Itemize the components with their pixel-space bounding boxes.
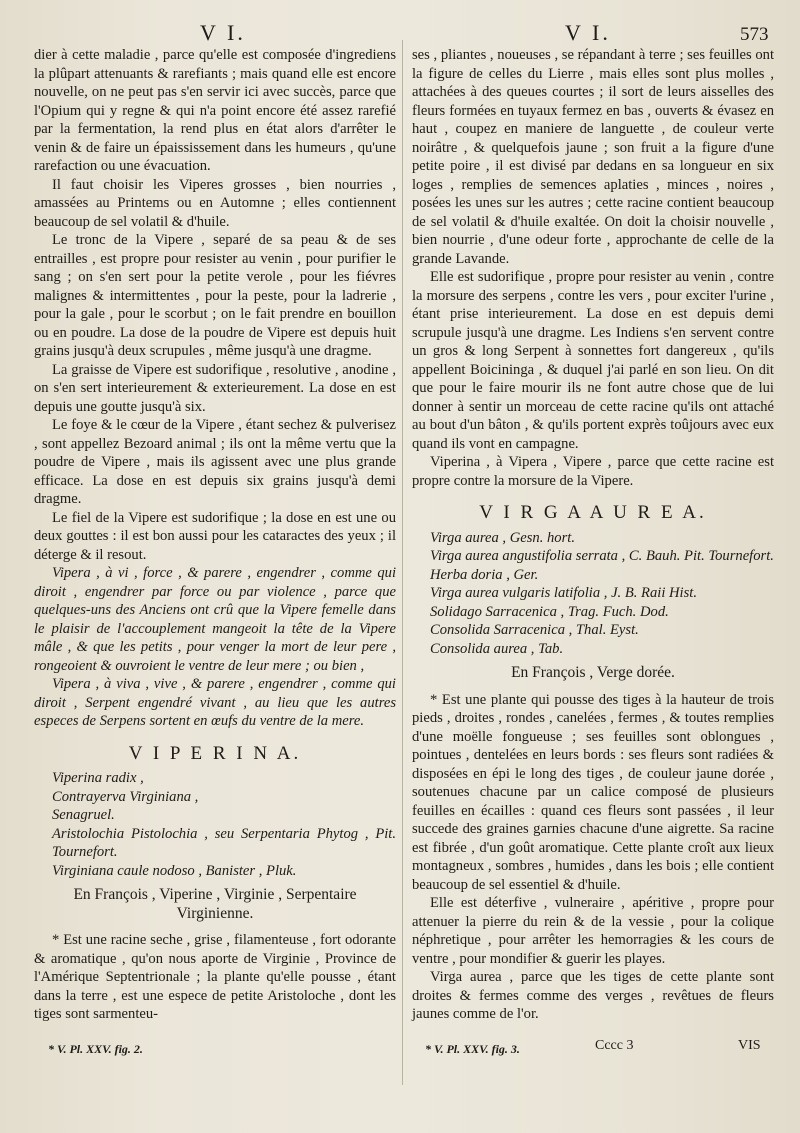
synonym-entry: Herba doria , Ger. bbox=[430, 566, 539, 583]
right-column bbox=[412, 46, 774, 1024]
synonym-entry: Viperina radix , bbox=[52, 770, 144, 786]
french-name-line: En François , Verge dorée. bbox=[511, 664, 675, 681]
paragraph: dier à cette maladie , parce qu'elle est composée d'ingrediens la plûpart attenuants & rarefiants ; mais quand elle est encore nouvelle, on ne peut pas s'en servir ici avec succès, parce que l'Opium qui y regne & qui n'a point encore été assez rarefié par la fermentation, la rend plus en état alors d'arrêter le venin & de faire un épaississement dans les humeurs , qu'une rarefaction ou une évacuation. bbox=[34, 47, 396, 174]
right-footnote: * V. Pl. XXV. fig. 3. bbox=[425, 1042, 520, 1056]
synonym-entry: Contrayerva Virginiana , bbox=[52, 788, 199, 805]
synonym-entry: Virginiana caule nodoso , Banister , Pluk. bbox=[52, 862, 297, 879]
synonym-list bbox=[52, 769, 396, 880]
synonym-entry: Virga aurea angustifolia serrata , C. Bauh. Pit. Tournefort. bbox=[430, 548, 774, 564]
left-footnote: * V. Pl. XXV. fig. 2. bbox=[48, 1042, 143, 1056]
synonym-entry: Consolida aurea , Tab. bbox=[430, 640, 564, 657]
paragraph: Le fiel de la Vipere est sudorifique ; la dose en est une ou deux gouttes : il est bon aussi pour les cataractes des yeux ; il déterge & il resout. bbox=[34, 509, 396, 563]
synonym-list bbox=[430, 529, 774, 659]
paragraph: Le tronc de la Vipere , separé de sa peau & de ses entrailles , est propre pour resister au venin , pour purifier le sang ; on s'en sert pour la petite verole , pour les fiévres malignes & intermittentes , pour la peste, pour la ladrerie , pour la gale , pour le scorbut ; on le fait prendre en bouillon ou en poudre. La dose de la poudre de Vipere est depuis huit grains jusqu'à deux scrupules , même jusqu'à une dragme. bbox=[34, 232, 396, 359]
left-column bbox=[34, 46, 396, 1024]
signature-mark: Cccc 3 bbox=[595, 1038, 634, 1053]
synonym-entry: Virga aurea , Gesn. hort. bbox=[430, 529, 575, 546]
etymology-paragraph: Virga aurea , parce que les tiges de cette plante sont droites & fermes comme des verges , revêtues de fleurs jaunes comme de l'or. bbox=[412, 969, 774, 1022]
catchword: VIS bbox=[738, 1038, 761, 1053]
section-title-viperina: V I P E R I N A. bbox=[128, 742, 302, 764]
french-name-line: En François , Viperine , Virginie , Serpentaire Virginienne. bbox=[73, 886, 357, 922]
paragraph: Le foye & le cœur de la Vipere , étant sechez & pulverisez , sont appellez Bezoard animal ; ils ont la même vertu que la poudre de Vipere , mais ils agissent avec une plus grande efficace. La dose en est depuis six grains jusqu'à demi dragme. bbox=[34, 417, 396, 507]
paragraph: Elle est déterfive , vulneraire , apéritive , propre pour attenuer la pierre du rein & de la vessie , pour la colique néphretique , pour arrêter les hemorragies & les cours de ventre , pour mondifier & guerir les playes. bbox=[412, 895, 774, 967]
synonym-entry: Virga aurea vulgaris latifolia , J. B. Raii Hist. bbox=[430, 585, 697, 601]
page-number: 573 bbox=[740, 24, 769, 45]
section-title-virga-aurea: V I R G A A U R E A. bbox=[479, 502, 707, 523]
paragraph: Il faut choisir les Viperes grosses , bien nourries , amassées au Printems ou en Automne ; elles contiennent beaucoup de sel volatil & d'huile. bbox=[34, 176, 396, 230]
left-running-header: V I. bbox=[200, 20, 246, 45]
synonym-entry: Aristolochia Pistolochia , seu Serpentaria Phytog , Pit. Tournefort. bbox=[52, 825, 396, 860]
etymology-paragraph: Vipera , à vi , force , & parere , engendrer , comme qui diroit , engendrer par force ou par violence , parce que quelques-uns des Anciens ont crû que la Vipere femelle dans le plaisir de l'accouplement mangeoit la tête de la Vipere mâle , & que les petits , pour venger la mort de leur pere , rongeoient & ouvroient le ventre de leur mere ; ou bien , bbox=[34, 565, 396, 674]
description-paragraph: * Est une plante qui pousse des tiges à la hauteur de trois pieds , droites , rondes , canelées , fermes , & toutes remplies d'une moëlle fongueuse ; ses feuilles sont oblongues , pointues , dentelées en leurs bords : ses fleurs sont radiées & disposées en épi le long des tiges , de couleur jaune dorée , soutenues chacune par un calice composé de plusieurs feuilles en écailles : quand ces fleurs sont passées , il leur succede des graines garnies chacune d'une aigrette. Sa racine est fibrée , d'un goût aromatique. Cette plante croît aux lieux montagneux , sombres , humides , dans les bois ; elle contient beaucoup de sel essentiel & d'huile. bbox=[412, 691, 774, 893]
synonym-entry: Solidago Sarracenica , Trag. Fuch. Dod. bbox=[430, 603, 669, 620]
paragraph: La graisse de Vipere est sudorifique , resolutive , anodine , on s'en sert interieurement & exterieurement. La dose en est depuis une goutte jusqu'à six. bbox=[34, 361, 396, 415]
column-divider bbox=[402, 40, 403, 1085]
paragraph: Elle est sudorifique , propre pour resister au venin , contre la morsure des serpens , contre les vers , pour exciter l'urine , étant prise interieurement. La dose en est depuis demi scrupule jusqu'à une dragme. Les Indiens s'en servent contre un gros & long Serpent à sonnettes fort dangereux , qu'ils appellent Boicininga , & duquel j'ai parlé en son lieu. On dit que pour le faire mourir ils ne font autre chose que de lui donner à sentir un morceau de cette racine qu'ils ont attaché au bout d'un bâton , & qu'ils portent exprès toûjours avec eux quand ils vont en campagne. bbox=[412, 269, 774, 452]
synonym-entry: Consolida Sarracenica , Thal. Eyst. bbox=[430, 622, 639, 638]
right-running-header: V I. bbox=[565, 20, 611, 45]
etymology-paragraph: Vipera , à viva , vive , & parere , engendrer , comme qui diroit , Serpent engendré vivant , au lieu que les autres especes de Serpens sortent en œufs du ventre de la mere. bbox=[34, 676, 396, 729]
etymology-paragraph: Viperina , à Vipera , Vipere , parce que cette racine est propre contre la morsure de la Vipere. bbox=[412, 454, 774, 489]
paragraph: ses , pliantes , noueuses , se répandant à terre ; ses feuilles ont la figure de celles du Lierre , mais elles sont plus molles , attachées à des queues courtes ; il sort de leurs aisselles des fleurs formées en tuyaux fermez en bas , ouverts & évasez en haut , coupez en maniere de languette , de couleur verte noirâtre , & quelquefois jaune ; son fruit a la figure d'une petite poire , il est divisé par dedans en sa longueur en six loges , remplies de semences aplaties , minces , noires , posées les unes sur les autres ; cette racine contient beaucoup de sel volatil & d'huile exaltée. On doit la choisir nouvelle , bien nourrie , d'une odeur forte , approchante de celle de la grande Lavande. bbox=[412, 47, 774, 267]
synonym-entry: Senagruel. bbox=[52, 807, 115, 823]
description-paragraph: * Est une racine seche , grise , filamenteuse , fort odorante & aromatique , qu'on nous aporte de Virginie , Province de l'Amérique Septentrionale ; la plante qu'elle pousse , étant dans la terre , est une espece de petite Aristoloche , dont les tiges sont sarmenteu- bbox=[34, 932, 396, 1022]
